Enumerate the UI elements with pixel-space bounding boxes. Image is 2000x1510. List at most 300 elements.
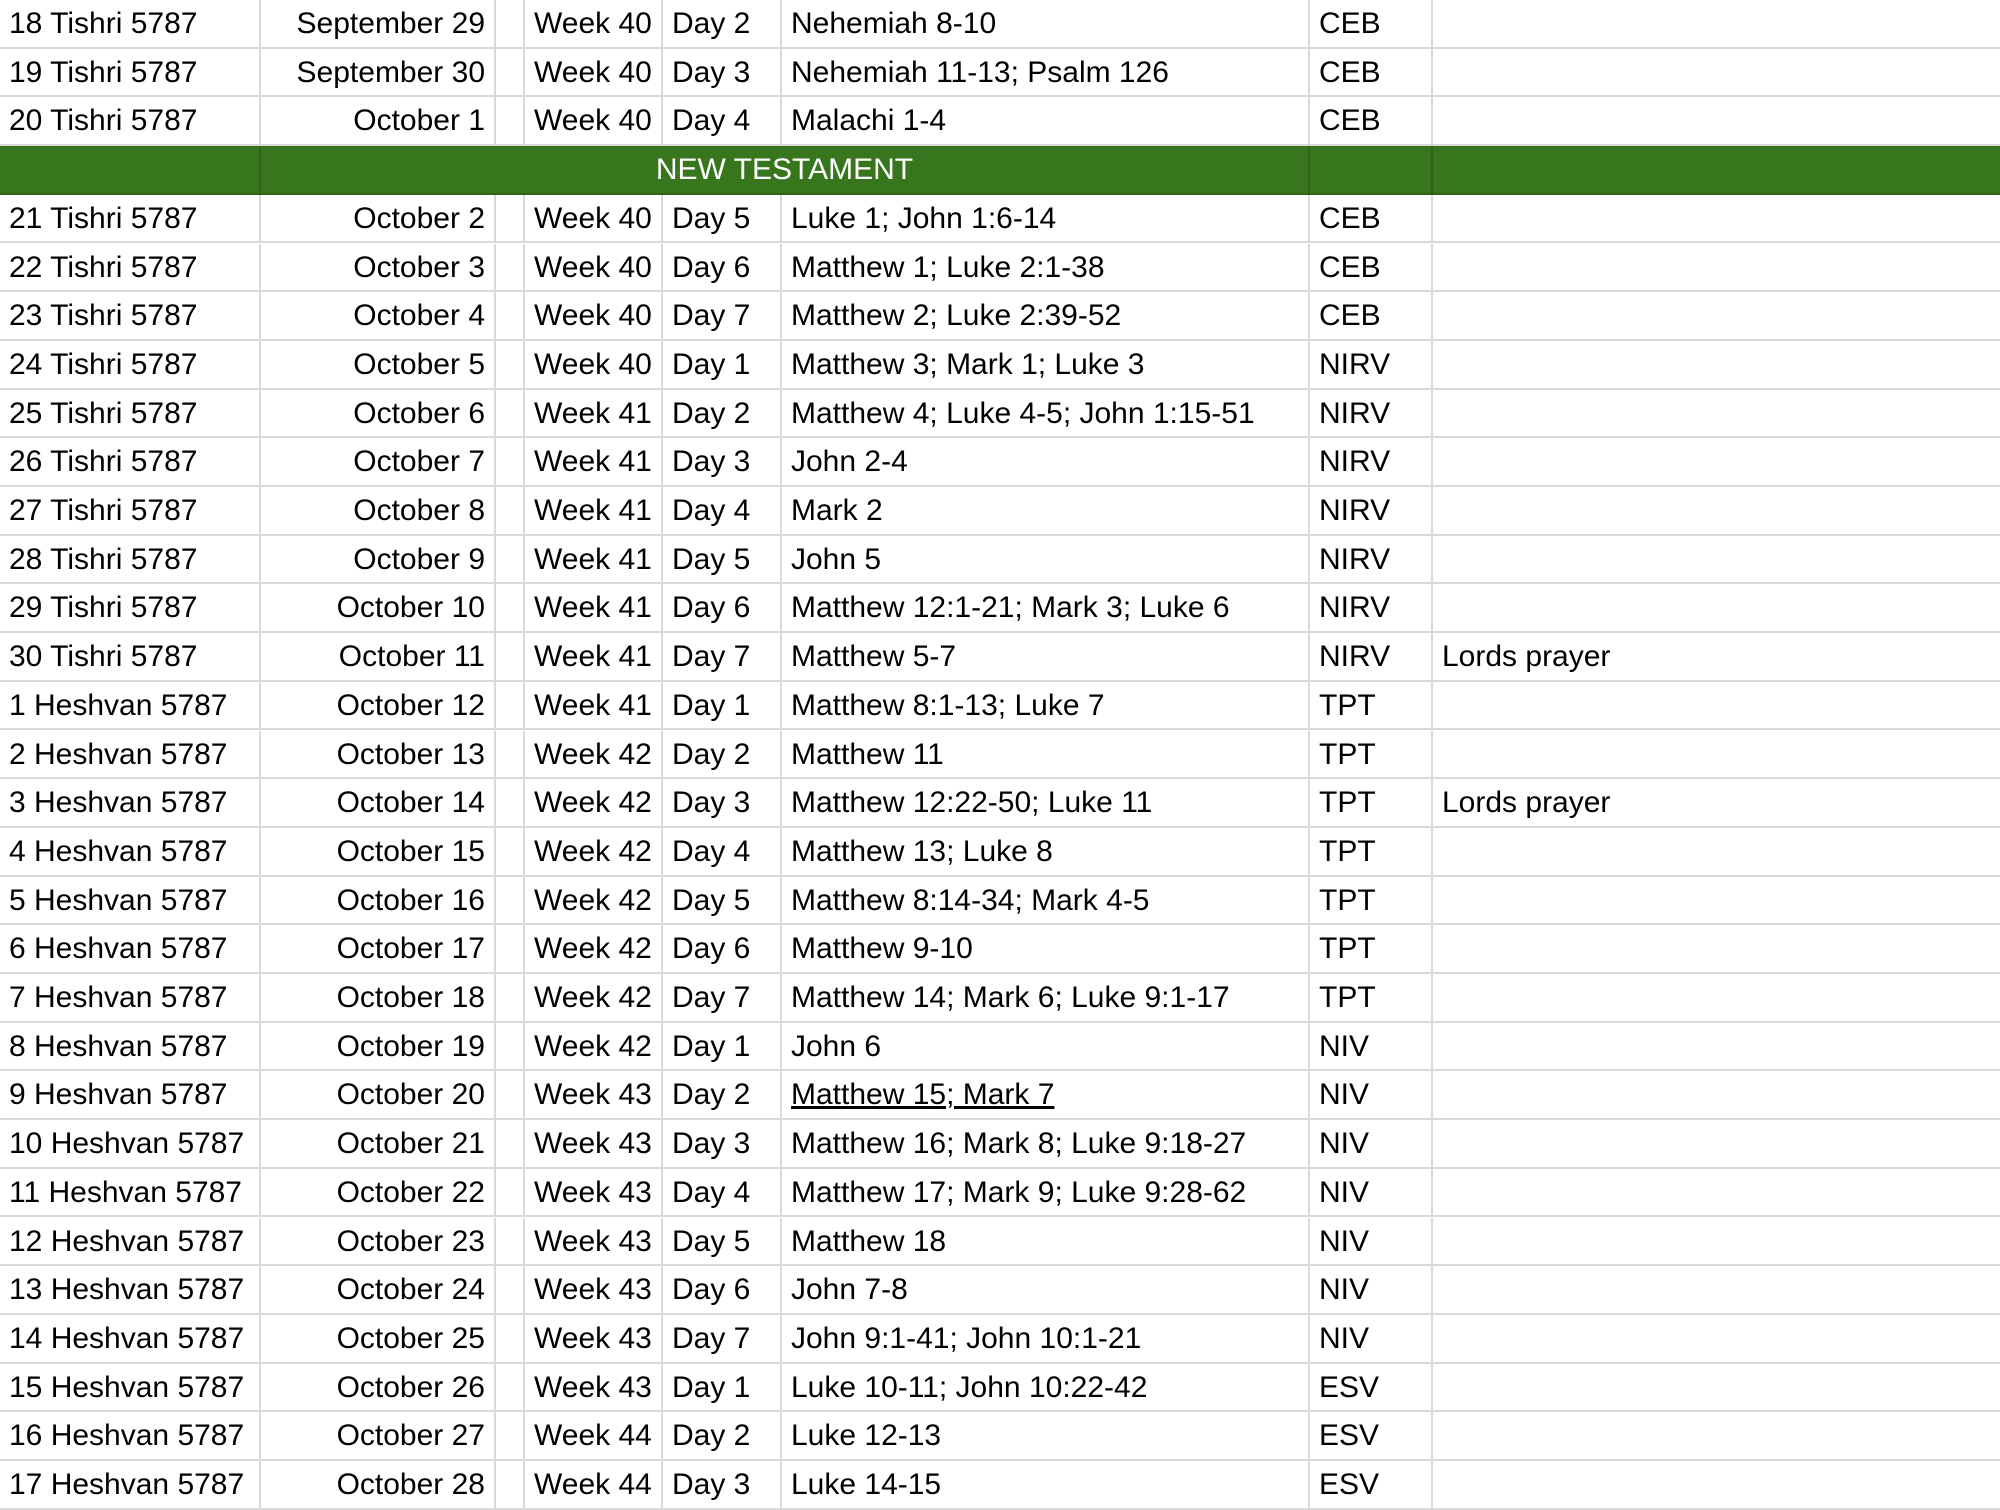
hebrew-date-cell[interactable] bbox=[0, 633, 261, 682]
empty-cell[interactable] bbox=[496, 195, 525, 244]
week-cell[interactable] bbox=[525, 390, 663, 439]
week-cell[interactable] bbox=[525, 1071, 663, 1120]
reading-cell[interactable] bbox=[782, 341, 1310, 390]
note-cell[interactable] bbox=[1433, 49, 2000, 98]
reading-cell[interactable] bbox=[782, 828, 1310, 877]
version-cell[interactable] bbox=[1310, 779, 1433, 828]
hebrew-date-cell[interactable] bbox=[0, 1461, 261, 1510]
hebrew-date-cell[interactable] bbox=[0, 779, 261, 828]
gregorian-date-text: October 7 bbox=[353, 445, 485, 479]
note-cell[interactable] bbox=[1433, 1023, 2000, 1072]
gregorian-date-cell[interactable] bbox=[261, 487, 496, 536]
reading-cell[interactable] bbox=[782, 1120, 1310, 1169]
note-cell[interactable] bbox=[1433, 1364, 2000, 1413]
day-text: Day 5 bbox=[672, 201, 751, 235]
note-cell[interactable] bbox=[1433, 633, 2000, 682]
day-cell[interactable] bbox=[663, 974, 782, 1023]
gregorian-date-cell[interactable] bbox=[261, 1412, 496, 1461]
version-cell[interactable] bbox=[1310, 584, 1433, 633]
reading-cell[interactable] bbox=[782, 877, 1310, 926]
week-cell[interactable] bbox=[525, 536, 663, 585]
empty-cell[interactable] bbox=[496, 731, 525, 780]
note-cell[interactable] bbox=[1433, 487, 2000, 536]
hebrew-date-cell[interactable] bbox=[0, 682, 261, 731]
version-cell[interactable] bbox=[1310, 1315, 1433, 1364]
reading-cell[interactable] bbox=[782, 974, 1310, 1023]
reading-cell[interactable] bbox=[782, 292, 1310, 341]
gregorian-date-text: October 28 bbox=[336, 1468, 485, 1501]
version-cell[interactable] bbox=[1310, 877, 1433, 926]
day-cell[interactable] bbox=[663, 1266, 782, 1315]
table-row bbox=[0, 584, 2000, 633]
day-cell[interactable] bbox=[663, 682, 782, 731]
week-cell[interactable] bbox=[525, 244, 663, 293]
reading-cell[interactable] bbox=[782, 779, 1310, 828]
empty-cell[interactable] bbox=[496, 341, 525, 390]
empty-cell[interactable] bbox=[496, 877, 525, 926]
gregorian-date-cell[interactable] bbox=[261, 390, 496, 439]
gregorian-date-cell[interactable] bbox=[261, 1169, 496, 1218]
week-text: Week 41 bbox=[534, 591, 652, 625]
week-text: Week 40 bbox=[534, 250, 652, 284]
version-text: NIRV bbox=[1319, 494, 1391, 527]
hebrew-date-cell[interactable] bbox=[0, 49, 261, 98]
week-cell[interactable] bbox=[525, 1266, 663, 1315]
day-cell[interactable] bbox=[663, 487, 782, 536]
version-cell[interactable] bbox=[1310, 731, 1433, 780]
empty-cell[interactable] bbox=[496, 633, 525, 682]
section-empty-cell[interactable] bbox=[1310, 146, 1433, 195]
note-cell[interactable] bbox=[1433, 584, 2000, 633]
version-cell[interactable] bbox=[1310, 487, 1433, 536]
gregorian-date-cell[interactable] bbox=[261, 1120, 496, 1169]
version-cell[interactable] bbox=[1310, 1364, 1433, 1413]
note-cell[interactable] bbox=[1433, 682, 2000, 731]
gregorian-date-cell[interactable] bbox=[261, 438, 496, 487]
empty-cell[interactable] bbox=[496, 1412, 525, 1461]
note-cell[interactable] bbox=[1433, 0, 2000, 49]
note-text: Lords prayer bbox=[1442, 786, 1611, 820]
week-cell[interactable] bbox=[525, 292, 663, 341]
hebrew-date-text: 9 Heshvan 5787 bbox=[9, 1078, 228, 1112]
reading-cell[interactable] bbox=[782, 244, 1310, 293]
empty-cell[interactable] bbox=[496, 925, 525, 974]
day-cell[interactable] bbox=[663, 779, 782, 828]
hebrew-date-text: 27 Tishri 5787 bbox=[9, 494, 198, 527]
day-text: Day 3 bbox=[672, 55, 751, 89]
version-cell[interactable] bbox=[1310, 828, 1433, 877]
week-cell[interactable] bbox=[525, 0, 663, 49]
week-cell[interactable] bbox=[525, 49, 663, 98]
gregorian-date-cell[interactable] bbox=[261, 244, 496, 293]
reading-text: Nehemiah 8-10 bbox=[791, 7, 997, 40]
day-cell[interactable] bbox=[663, 1169, 782, 1218]
reading-cell[interactable] bbox=[782, 0, 1310, 49]
version-text: NIV bbox=[1319, 1224, 1370, 1258]
note-cell[interactable] bbox=[1433, 1071, 2000, 1120]
version-cell[interactable] bbox=[1310, 1023, 1433, 1072]
version-cell[interactable] bbox=[1310, 1412, 1433, 1461]
day-cell[interactable] bbox=[663, 1071, 782, 1120]
week-cell[interactable] bbox=[525, 1023, 663, 1072]
hebrew-date-text: 5 Heshvan 5787 bbox=[9, 883, 228, 917]
day-cell[interactable] bbox=[663, 292, 782, 341]
empty-cell[interactable] bbox=[496, 1120, 525, 1169]
day-text: Day 4 bbox=[672, 1175, 751, 1209]
week-text: Week 41 bbox=[534, 445, 652, 479]
version-cell[interactable] bbox=[1310, 1071, 1433, 1120]
empty-cell[interactable] bbox=[496, 292, 525, 341]
reading-text: Luke 10-11; John 10:22-42 bbox=[791, 1370, 1148, 1404]
version-cell[interactable] bbox=[1310, 97, 1433, 146]
week-cell[interactable] bbox=[525, 779, 663, 828]
hebrew-date-cell[interactable] bbox=[0, 292, 261, 341]
reading-text: Luke 14-15 bbox=[791, 1468, 942, 1501]
week-cell[interactable] bbox=[525, 584, 663, 633]
reading-cell[interactable] bbox=[782, 731, 1310, 780]
day-cell[interactable] bbox=[663, 1218, 782, 1267]
hebrew-date-cell[interactable] bbox=[0, 974, 261, 1023]
note-cell[interactable] bbox=[1433, 828, 2000, 877]
day-text: Day 7 bbox=[672, 981, 751, 1014]
version-text: TPT bbox=[1319, 688, 1376, 722]
gregorian-date-text: October 2 bbox=[353, 201, 485, 235]
hebrew-date-cell[interactable] bbox=[0, 828, 261, 877]
note-cell[interactable] bbox=[1433, 1218, 2000, 1267]
note-cell[interactable] bbox=[1433, 536, 2000, 585]
hebrew-date-cell[interactable] bbox=[0, 0, 261, 49]
table-row bbox=[0, 1266, 2000, 1315]
empty-cell[interactable] bbox=[496, 438, 525, 487]
empty-cell[interactable] bbox=[496, 1364, 525, 1413]
day-cell[interactable] bbox=[663, 633, 782, 682]
version-cell[interactable] bbox=[1310, 390, 1433, 439]
day-cell[interactable] bbox=[663, 877, 782, 926]
day-cell[interactable] bbox=[663, 828, 782, 877]
note-cell[interactable] bbox=[1433, 292, 2000, 341]
week-cell[interactable] bbox=[525, 1169, 663, 1218]
table-row bbox=[0, 779, 2000, 828]
version-text: NIV bbox=[1319, 1029, 1370, 1063]
note-cell[interactable] bbox=[1433, 1266, 2000, 1315]
reading-cell[interactable] bbox=[782, 49, 1310, 98]
day-cell[interactable] bbox=[663, 584, 782, 633]
note-cell[interactable] bbox=[1433, 974, 2000, 1023]
gregorian-date-text: September 30 bbox=[296, 55, 485, 89]
reading-text: Matthew 12:1-21; Mark 3; Luke 6 bbox=[791, 591, 1230, 625]
week-text: Week 42 bbox=[534, 1029, 652, 1063]
day-cell[interactable] bbox=[663, 49, 782, 98]
gregorian-date-cell[interactable] bbox=[261, 633, 496, 682]
hebrew-date-text: 1 Heshvan 5787 bbox=[9, 688, 228, 722]
hebrew-date-cell[interactable] bbox=[0, 1412, 261, 1461]
hebrew-date-cell[interactable] bbox=[0, 1023, 261, 1072]
hebrew-date-cell[interactable] bbox=[0, 1071, 261, 1120]
week-text: Week 41 bbox=[534, 494, 652, 527]
week-text: Week 43 bbox=[534, 1273, 652, 1307]
version-cell[interactable] bbox=[1310, 974, 1433, 1023]
week-cell[interactable] bbox=[525, 974, 663, 1023]
empty-cell[interactable] bbox=[496, 974, 525, 1023]
week-cell[interactable] bbox=[525, 1461, 663, 1510]
version-cell[interactable] bbox=[1310, 1218, 1433, 1267]
reading-cell[interactable] bbox=[782, 682, 1310, 731]
reading-cell[interactable] bbox=[782, 536, 1310, 585]
empty-cell[interactable] bbox=[496, 1315, 525, 1364]
gregorian-date-cell[interactable] bbox=[261, 292, 496, 341]
version-text: CEB bbox=[1319, 201, 1381, 235]
note-cell[interactable] bbox=[1433, 1315, 2000, 1364]
empty-cell[interactable] bbox=[496, 0, 525, 49]
gregorian-date-cell[interactable] bbox=[261, 195, 496, 244]
week-cell[interactable] bbox=[525, 682, 663, 731]
version-cell[interactable] bbox=[1310, 1266, 1433, 1315]
gregorian-date-cell[interactable] bbox=[261, 974, 496, 1023]
version-cell[interactable] bbox=[1310, 49, 1433, 98]
reading-cell[interactable] bbox=[782, 1023, 1310, 1072]
note-cell[interactable] bbox=[1433, 438, 2000, 487]
version-cell[interactable] bbox=[1310, 633, 1433, 682]
gregorian-date-cell[interactable] bbox=[261, 1071, 496, 1120]
version-cell[interactable] bbox=[1310, 244, 1433, 293]
hebrew-date-cell[interactable] bbox=[0, 390, 261, 439]
note-cell[interactable] bbox=[1433, 779, 2000, 828]
day-cell[interactable] bbox=[663, 925, 782, 974]
gregorian-date-cell[interactable] bbox=[261, 1315, 496, 1364]
day-cell[interactable] bbox=[663, 0, 782, 49]
empty-cell[interactable] bbox=[496, 682, 525, 731]
version-cell[interactable] bbox=[1310, 0, 1433, 49]
hebrew-date-cell[interactable] bbox=[0, 584, 261, 633]
reading-cell[interactable] bbox=[782, 584, 1310, 633]
gregorian-date-cell[interactable] bbox=[261, 828, 496, 877]
week-text: Week 43 bbox=[534, 1078, 652, 1112]
empty-cell[interactable] bbox=[496, 390, 525, 439]
hebrew-date-cell[interactable] bbox=[0, 1266, 261, 1315]
empty-cell[interactable] bbox=[496, 1218, 525, 1267]
version-cell[interactable] bbox=[1310, 341, 1433, 390]
reading-text: Matthew 16; Mark 8; Luke 9:18-27 bbox=[791, 1127, 1247, 1161]
week-cell[interactable] bbox=[525, 438, 663, 487]
week-cell[interactable] bbox=[525, 195, 663, 244]
hebrew-date-cell[interactable] bbox=[0, 925, 261, 974]
note-cell[interactable] bbox=[1433, 1412, 2000, 1461]
note-cell[interactable] bbox=[1433, 1169, 2000, 1218]
version-cell[interactable] bbox=[1310, 1169, 1433, 1218]
section-title-cell[interactable]: NEW TESTAMENT bbox=[261, 146, 1310, 195]
empty-cell[interactable] bbox=[496, 536, 525, 585]
day-cell[interactable] bbox=[663, 1412, 782, 1461]
hebrew-date-cell[interactable] bbox=[0, 1364, 261, 1413]
empty-cell[interactable] bbox=[496, 1169, 525, 1218]
week-text: Week 41 bbox=[534, 396, 652, 430]
note-cell[interactable] bbox=[1433, 390, 2000, 439]
day-cell[interactable] bbox=[663, 1364, 782, 1413]
gregorian-date-text: September 29 bbox=[296, 7, 485, 40]
gregorian-date-cell[interactable] bbox=[261, 877, 496, 926]
hebrew-date-text: 24 Tishri 5787 bbox=[9, 347, 198, 381]
week-cell[interactable] bbox=[525, 1120, 663, 1169]
week-cell[interactable] bbox=[525, 731, 663, 780]
gregorian-date-cell[interactable] bbox=[261, 1218, 496, 1267]
week-cell[interactable] bbox=[525, 97, 663, 146]
empty-cell[interactable] bbox=[496, 1071, 525, 1120]
week-cell[interactable] bbox=[525, 341, 663, 390]
gregorian-date-cell[interactable] bbox=[261, 341, 496, 390]
week-text: Week 42 bbox=[534, 981, 652, 1014]
day-cell[interactable] bbox=[663, 341, 782, 390]
hebrew-date-cell[interactable] bbox=[0, 877, 261, 926]
week-cell[interactable] bbox=[525, 1218, 663, 1267]
empty-cell[interactable] bbox=[496, 828, 525, 877]
empty-cell[interactable] bbox=[496, 244, 525, 293]
hebrew-date-cell[interactable] bbox=[0, 487, 261, 536]
hebrew-date-cell[interactable] bbox=[0, 536, 261, 585]
gregorian-date-cell[interactable] bbox=[261, 731, 496, 780]
reading-text: John 6 bbox=[791, 1029, 882, 1063]
table-row bbox=[0, 633, 2000, 682]
gregorian-date-cell[interactable] bbox=[261, 1364, 496, 1413]
version-cell[interactable] bbox=[1310, 1120, 1433, 1169]
reading-cell[interactable] bbox=[782, 633, 1310, 682]
day-text: Day 7 bbox=[672, 1321, 751, 1355]
day-cell[interactable] bbox=[663, 731, 782, 780]
empty-cell[interactable] bbox=[496, 97, 525, 146]
week-cell[interactable] bbox=[525, 1412, 663, 1461]
day-cell[interactable] bbox=[663, 536, 782, 585]
week-cell[interactable] bbox=[525, 487, 663, 536]
week-cell[interactable] bbox=[525, 877, 663, 926]
reading-cell[interactable] bbox=[782, 1218, 1310, 1267]
reading-cell[interactable] bbox=[782, 97, 1310, 146]
day-cell[interactable] bbox=[663, 1023, 782, 1072]
gregorian-date-cell[interactable] bbox=[261, 925, 496, 974]
table-row bbox=[0, 1315, 2000, 1364]
version-cell[interactable] bbox=[1310, 292, 1433, 341]
reading-cell[interactable] bbox=[782, 1266, 1310, 1315]
reading-cell[interactable] bbox=[782, 438, 1310, 487]
table-row bbox=[0, 1120, 2000, 1169]
note-cell[interactable] bbox=[1433, 341, 2000, 390]
gregorian-date-cell[interactable] bbox=[261, 97, 496, 146]
table-row bbox=[0, 341, 2000, 390]
note-cell[interactable] bbox=[1433, 1120, 2000, 1169]
week-cell[interactable] bbox=[525, 1315, 663, 1364]
empty-cell[interactable] bbox=[496, 779, 525, 828]
reading-cell[interactable] bbox=[782, 1169, 1310, 1218]
day-cell[interactable] bbox=[663, 1461, 782, 1510]
day-cell[interactable] bbox=[663, 390, 782, 439]
note-cell[interactable] bbox=[1433, 925, 2000, 974]
gregorian-date-cell[interactable] bbox=[261, 0, 496, 49]
hebrew-date-cell[interactable] bbox=[0, 1120, 261, 1169]
day-cell[interactable] bbox=[663, 438, 782, 487]
reading-cell[interactable] bbox=[782, 487, 1310, 536]
hebrew-date-cell[interactable] bbox=[0, 731, 261, 780]
empty-cell[interactable] bbox=[496, 487, 525, 536]
hebrew-date-text: 3 Heshvan 5787 bbox=[9, 786, 228, 820]
day-cell[interactable] bbox=[663, 1120, 782, 1169]
day-cell[interactable] bbox=[663, 1315, 782, 1364]
week-text: Week 43 bbox=[534, 1370, 652, 1404]
gregorian-date-cell[interactable] bbox=[261, 584, 496, 633]
hebrew-date-cell[interactable] bbox=[0, 195, 261, 244]
note-cell[interactable] bbox=[1433, 244, 2000, 293]
day-cell[interactable] bbox=[663, 244, 782, 293]
day-cell[interactable] bbox=[663, 195, 782, 244]
version-cell[interactable] bbox=[1310, 682, 1433, 731]
note-cell[interactable] bbox=[1433, 97, 2000, 146]
table-row bbox=[0, 292, 2000, 341]
hebrew-date-cell[interactable] bbox=[0, 244, 261, 293]
version-cell[interactable] bbox=[1310, 438, 1433, 487]
gregorian-date-cell[interactable] bbox=[261, 779, 496, 828]
note-cell[interactable] bbox=[1433, 877, 2000, 926]
version-cell[interactable] bbox=[1310, 536, 1433, 585]
section-empty-cell[interactable] bbox=[1433, 146, 2000, 195]
version-cell[interactable] bbox=[1310, 1461, 1433, 1510]
version-cell[interactable] bbox=[1310, 195, 1433, 244]
week-cell[interactable] bbox=[525, 925, 663, 974]
empty-cell[interactable] bbox=[496, 49, 525, 98]
reading-cell[interactable] bbox=[782, 1315, 1310, 1364]
reading-cell[interactable] bbox=[782, 925, 1310, 974]
gregorian-date-cell[interactable] bbox=[261, 1023, 496, 1072]
note-cell[interactable] bbox=[1433, 731, 2000, 780]
gregorian-date-cell[interactable] bbox=[261, 536, 496, 585]
gregorian-date-cell[interactable] bbox=[261, 49, 496, 98]
hebrew-date-cell[interactable] bbox=[0, 438, 261, 487]
week-text: Week 42 bbox=[534, 786, 652, 820]
hebrew-date-cell[interactable] bbox=[0, 341, 261, 390]
week-cell[interactable] bbox=[525, 633, 663, 682]
version-text: NIRV bbox=[1319, 591, 1391, 625]
table-row bbox=[0, 49, 2000, 98]
section-empty-cell[interactable] bbox=[0, 146, 261, 195]
reading-cell[interactable] bbox=[782, 1364, 1310, 1413]
gregorian-date-cell[interactable] bbox=[261, 682, 496, 731]
empty-cell[interactable] bbox=[496, 1266, 525, 1315]
empty-cell[interactable] bbox=[496, 1023, 525, 1072]
gregorian-date-cell[interactable] bbox=[261, 1461, 496, 1510]
reading-cell[interactable] bbox=[782, 390, 1310, 439]
reading-cell[interactable] bbox=[782, 1412, 1310, 1461]
empty-cell[interactable] bbox=[496, 584, 525, 633]
week-cell[interactable] bbox=[525, 1364, 663, 1413]
reading-text: Nehemiah 11-13; Psalm 126 bbox=[791, 55, 1169, 89]
hebrew-date-cell[interactable] bbox=[0, 1169, 261, 1218]
reading-cell[interactable] bbox=[782, 1461, 1310, 1510]
note-cell[interactable] bbox=[1433, 1461, 2000, 1510]
reading-cell[interactable] bbox=[782, 195, 1310, 244]
week-cell[interactable] bbox=[525, 828, 663, 877]
reading-text: Matthew 9-10 bbox=[791, 932, 973, 966]
empty-cell[interactable] bbox=[496, 1461, 525, 1510]
week-text: Week 40 bbox=[534, 104, 652, 138]
gregorian-date-text: October 15 bbox=[336, 834, 485, 868]
hebrew-date-cell[interactable] bbox=[0, 1315, 261, 1364]
gregorian-date-cell[interactable] bbox=[261, 1266, 496, 1315]
note-cell[interactable] bbox=[1433, 195, 2000, 244]
reading-cell[interactable] bbox=[782, 1071, 1310, 1120]
version-cell[interactable] bbox=[1310, 925, 1433, 974]
gregorian-date-text: October 27 bbox=[336, 1419, 485, 1453]
hebrew-date-cell[interactable] bbox=[0, 1218, 261, 1267]
reading-text: Matthew 2; Luke 2:39-52 bbox=[791, 299, 1122, 333]
hebrew-date-cell[interactable] bbox=[0, 97, 261, 146]
day-cell[interactable] bbox=[663, 97, 782, 146]
table-row bbox=[0, 925, 2000, 974]
